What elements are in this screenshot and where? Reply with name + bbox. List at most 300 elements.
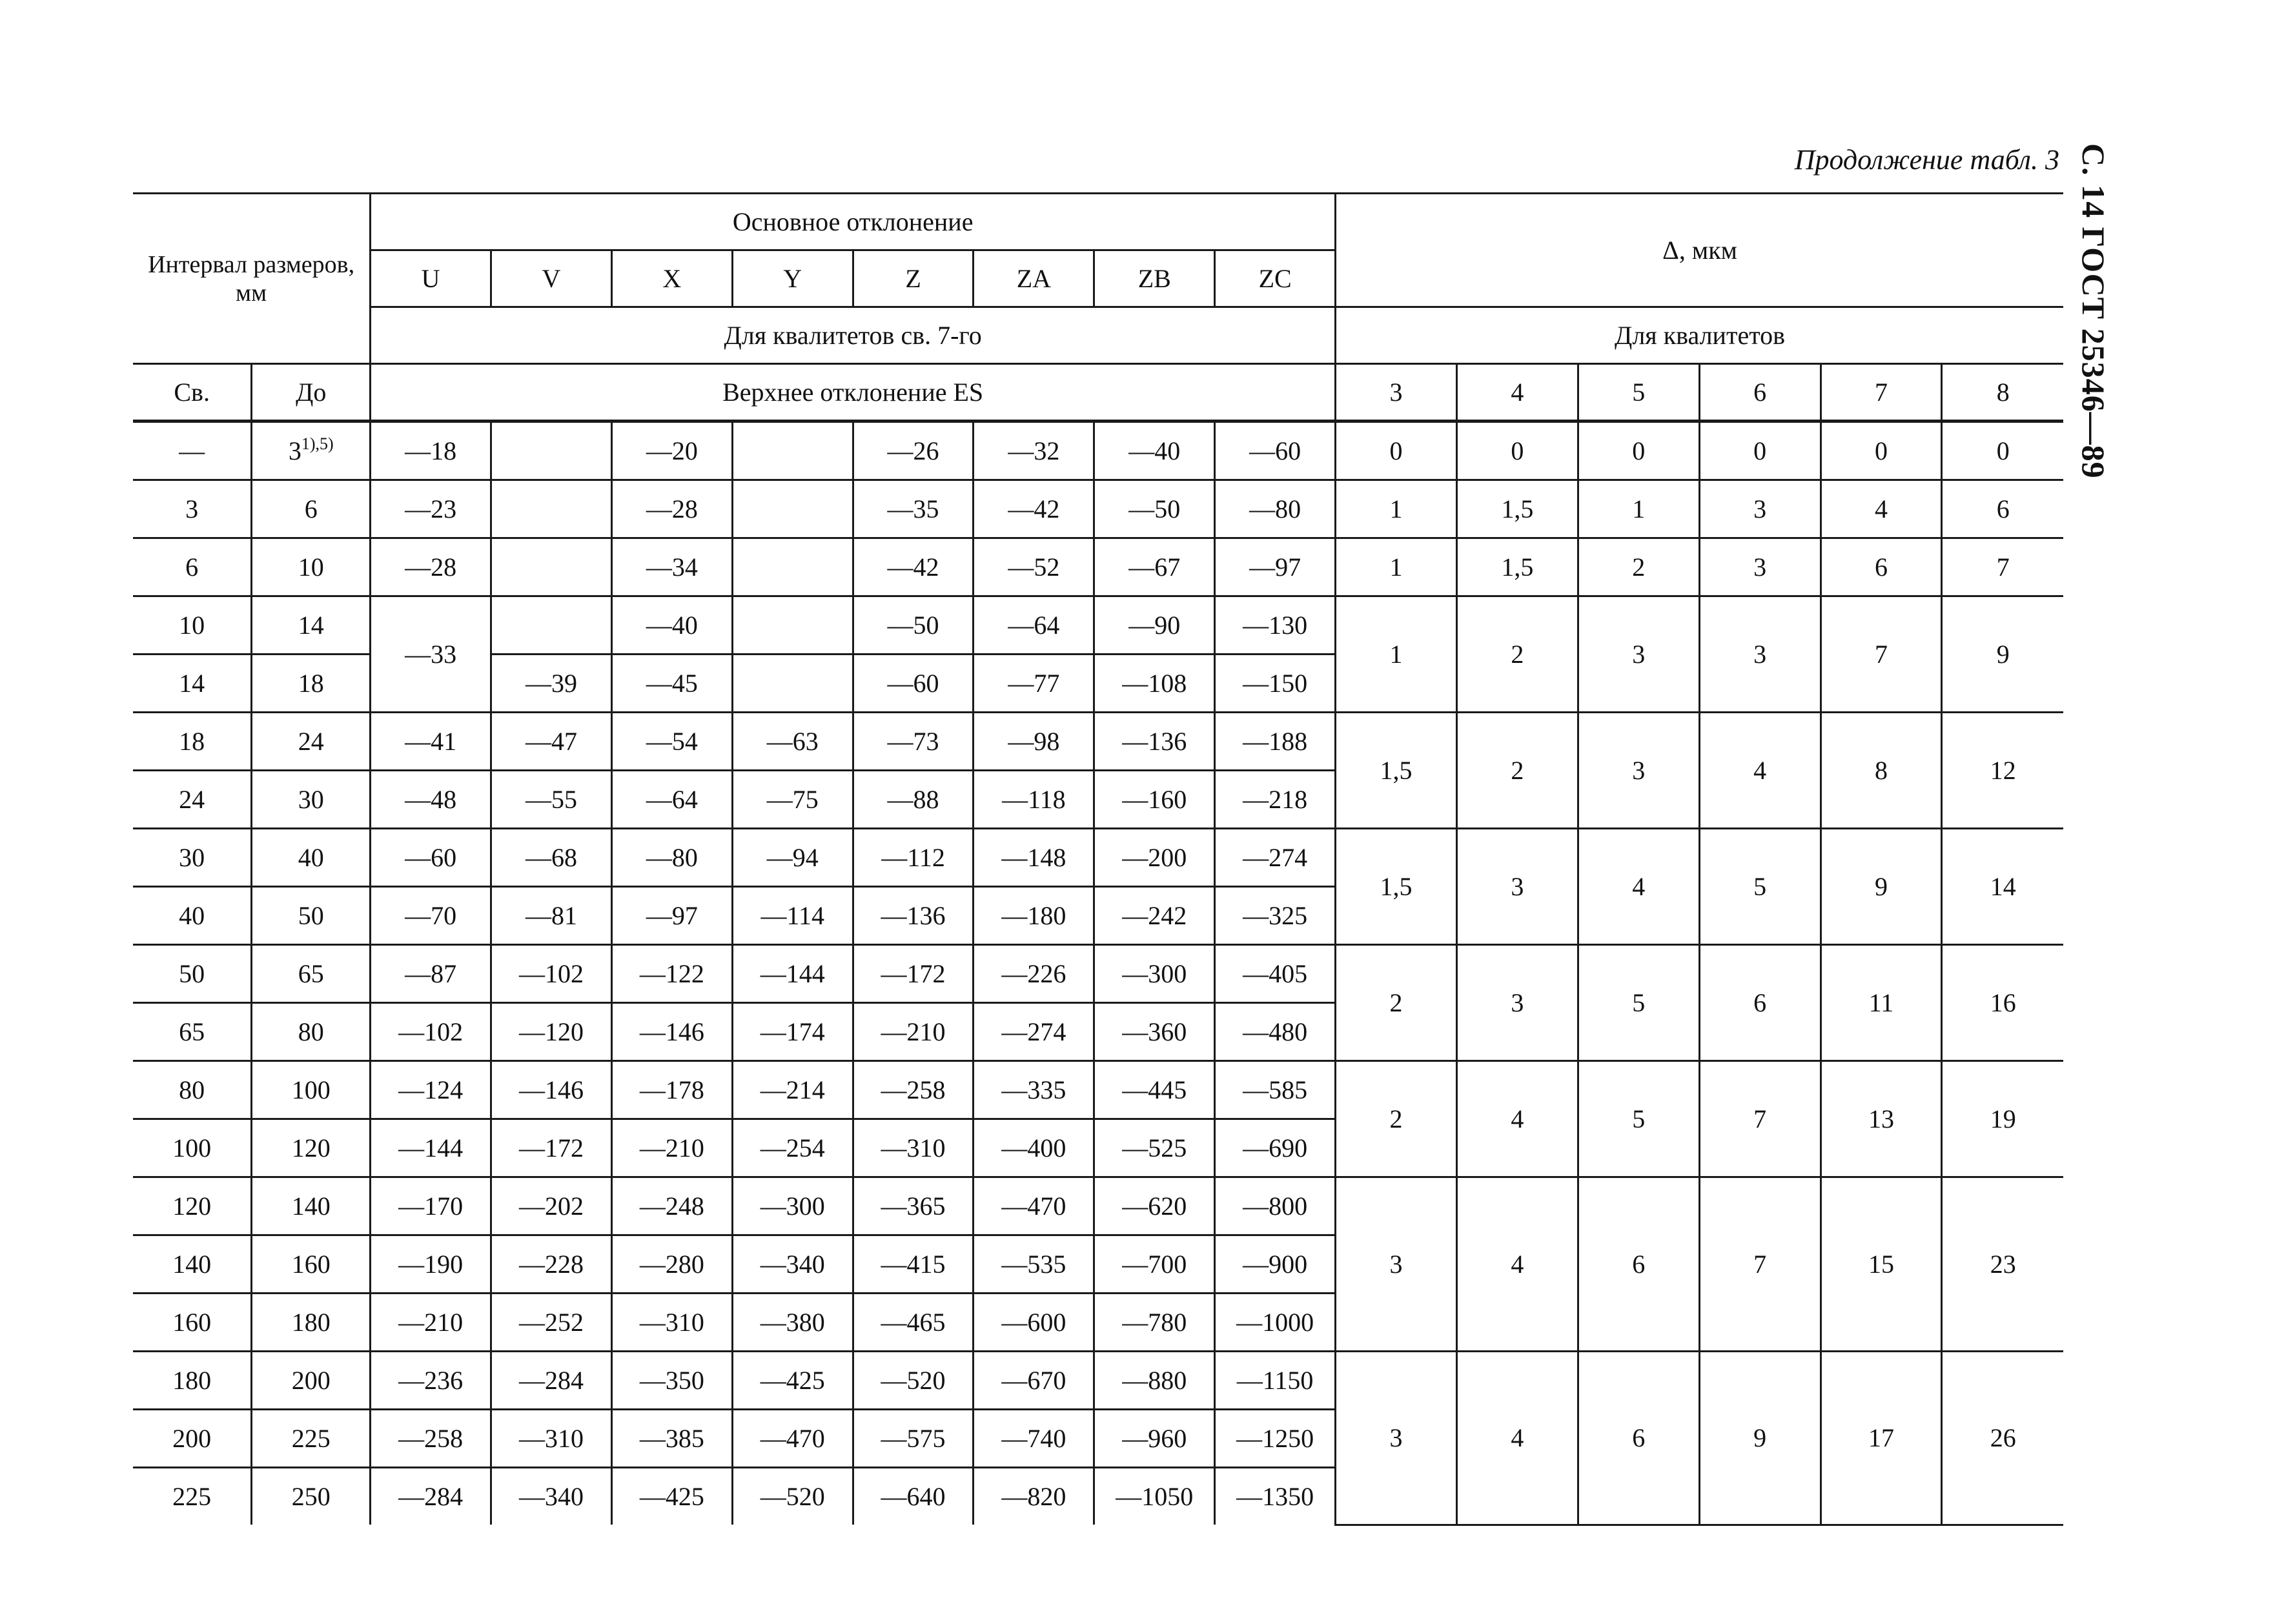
deviation-cell: —190 [371,1235,491,1294]
table-row [133,421,2063,480]
delta-cell: 2 [1456,596,1578,713]
deviation-cell: —425 [611,1468,732,1525]
deviation-cell: —60 [1215,421,1336,480]
deviation-cell: —102 [371,1003,491,1061]
delta-cell: 12 [1942,713,2063,829]
deviation-cell: —1150 [1215,1352,1336,1410]
delta-cell: 11 [1821,945,1942,1061]
deviation-cell: —172 [853,945,974,1003]
delta-cell: 26 [1942,1352,2063,1525]
deviation-cell: —40 [611,596,732,655]
deviation-cell: —150 [1215,655,1336,713]
deviation-cell: —1050 [1094,1468,1215,1525]
deviation-cell: —136 [1094,713,1215,771]
delta-cell: 0 [1821,421,1942,480]
deviation-cell: —90 [1094,596,1215,655]
deviation-cell: —188 [1215,713,1336,771]
interval-to-value: 200 [291,1365,331,1395]
deviation-cell: —68 [491,829,612,887]
deviation-cell: —690 [1215,1119,1336,1177]
table-continuation-caption: Продолжение табл. 3 [1794,144,2059,176]
interval-to-value: 100 [291,1075,331,1104]
interval-to-value: 225 [291,1423,331,1453]
deviation-cell: —242 [1094,887,1215,945]
table-row [133,713,2063,771]
interval-to-cell [252,1061,371,1119]
delta-cell: 8 [1821,713,1942,829]
deviation-cell: —130 [1215,596,1336,655]
deviation-cell: —210 [853,1003,974,1061]
deviation-cell: —700 [1094,1235,1215,1294]
deviation-cell: —122 [611,945,732,1003]
deviation-letter: Y [732,250,853,307]
deviation-cell: —274 [974,1003,1094,1061]
deviation-cell: —350 [611,1352,732,1410]
delta-cell: 0 [1942,421,2063,480]
deviation-cell: —94 [732,829,853,887]
quality-number: 4 [1456,364,1578,421]
delta-cell: 6 [1821,538,1942,596]
deviation-cell: —228 [491,1235,612,1294]
table-row [133,596,2063,655]
deviation-cell: —284 [491,1352,612,1410]
delta-cell: 19 [1942,1061,2063,1177]
deviation-cell: —310 [853,1119,974,1177]
interval-to-value: 180 [291,1307,331,1337]
deviation-cell: —252 [491,1294,612,1352]
deviation-cell: —174 [732,1003,853,1061]
delta-cell: 3 [1699,538,1821,596]
interval-from-cell: 80 [133,1061,252,1119]
deviation-cell [732,480,853,538]
deviation-cell [732,421,853,480]
delta-cell: 6 [1699,945,1821,1061]
deviation-cell: —146 [491,1061,612,1119]
deviation-cell: —63 [732,713,853,771]
interval-from-cell: 120 [133,1177,252,1235]
deviation-cell: —218 [1215,771,1336,829]
deviation-cell: —120 [491,1003,612,1061]
deviation-cell: —385 [611,1410,732,1468]
deviation-cell: —960 [1094,1410,1215,1468]
deviation-cell [732,596,853,655]
deviation-cell: —108 [1094,655,1215,713]
deviation-cell: —226 [974,945,1094,1003]
deviation-cell: —178 [611,1061,732,1119]
interval-from-cell: 225 [133,1468,252,1525]
delta-cell: 1,5 [1456,538,1578,596]
deviation-cell: —60 [853,655,974,713]
delta-cell: 16 [1942,945,2063,1061]
deviation-cell: —585 [1215,1061,1336,1119]
delta-cell: 15 [1821,1177,1942,1352]
interval-from-cell: 24 [133,771,252,829]
deviation-cell: —380 [732,1294,853,1352]
delta-cell: 9 [1821,829,1942,945]
table-row [133,945,2063,1003]
deviation-cell: —740 [974,1410,1094,1468]
delta-cell: 2 [1456,713,1578,829]
interval-to-value: 24 [298,726,324,756]
tolerance-table [133,192,2063,1526]
delta-cell: 0 [1336,421,1457,480]
deviation-cell: —32 [974,421,1094,480]
deviation-cell: —325 [1215,887,1336,945]
deviation-cell: —335 [974,1061,1094,1119]
deviation-cell: —202 [491,1177,612,1235]
table-row [133,538,2063,596]
deviation-cell: —575 [853,1410,974,1468]
deviation-cell: —98 [974,713,1094,771]
delta-cell: 3 [1336,1352,1457,1525]
deviation-cell: —60 [371,829,491,887]
delta-cell: 7 [1699,1061,1821,1177]
delta-cell: 6 [1578,1177,1699,1352]
deviation-cell: —124 [371,1061,491,1119]
interval-to-cell [252,1177,371,1235]
deviation-cell: —55 [491,771,612,829]
table-row [133,829,2063,887]
deviation-cell: —80 [611,829,732,887]
quality-number: 3 [1336,364,1457,421]
delta-cell: 6 [1578,1352,1699,1525]
delta-cell: 1,5 [1336,829,1457,945]
interval-to-value: 6 [304,494,318,523]
deviation-cell: —210 [611,1119,732,1177]
deviation-cell: —525 [1094,1119,1215,1177]
interval-to-value: 14 [298,610,324,640]
interval-to-value: 40 [298,842,324,872]
deviation-cell [732,538,853,596]
deviation-cell: —42 [853,538,974,596]
deviation-cell: —470 [732,1410,853,1468]
delta-cell: 14 [1942,829,2063,945]
delta-cell: 4 [1821,480,1942,538]
table-body [133,421,2063,1525]
quality-number: 7 [1821,364,1942,421]
deviation-cell: —48 [371,771,491,829]
deviation-cell: —310 [491,1410,612,1468]
quality-number: 8 [1942,364,2063,421]
interval-to-cell [252,480,371,538]
deviation-cell: —77 [974,655,1094,713]
for-qualities-header: Для квалитетов [1336,307,2063,364]
deviation-cell: —300 [732,1177,853,1235]
interval-to-value: 65 [298,959,324,988]
deviation-letter: ZA [974,250,1094,307]
delta-cell: 3 [1578,713,1699,829]
deviation-cell: —214 [732,1061,853,1119]
deviation-cell: —640 [853,1468,974,1525]
delta-cell: 13 [1821,1061,1942,1177]
deviation-cell: —97 [611,887,732,945]
deviation-cell: —520 [853,1352,974,1410]
interval-header: Интервал размеров, мм [133,194,371,364]
deviation-cell: —900 [1215,1235,1336,1294]
delta-cell: 3 [1699,480,1821,538]
deviation-cell: —148 [974,829,1094,887]
running-page-header-text: С. 14 ГОСТ 25346—89 [2076,143,2112,479]
interval-to-cell [252,1352,371,1410]
deviation-letter: U [371,250,491,307]
deviation-cell: —73 [853,713,974,771]
deviation-cell: —180 [974,887,1094,945]
deviation-cell: —480 [1215,1003,1336,1061]
deviation-cell: —170 [371,1177,491,1235]
interval-to-cell [252,421,371,480]
deviation-cell: —258 [371,1410,491,1468]
deviation-letter: ZC [1215,250,1336,307]
interval-to-cell [252,713,371,771]
interval-from-cell: 65 [133,1003,252,1061]
interval-from-cell: — [133,421,252,480]
deviation-cell: —144 [732,945,853,1003]
deviation-cell: —258 [853,1061,974,1119]
deviation-cell: —112 [853,829,974,887]
deviation-cell: —274 [1215,829,1336,887]
delta-cell: 5 [1578,1061,1699,1177]
deviation-cell: —97 [1215,538,1336,596]
deviation-cell: —26 [853,421,974,480]
to-header: До [252,364,371,421]
interval-to-cell [252,887,371,945]
deviation-cell: —28 [611,480,732,538]
interval-from-cell: 18 [133,713,252,771]
delta-cell: 4 [1578,829,1699,945]
delta-cell: 6 [1942,480,2063,538]
deviation-cell: —425 [732,1352,853,1410]
delta-cell: 3 [1456,945,1578,1061]
delta-cell: 1,5 [1336,713,1457,829]
deviation-letter: ZB [1094,250,1215,307]
deviation-cell: —33 [371,596,491,713]
upper-deviation-header: Верхнее отклонение ES [371,364,1336,421]
interval-to-value: 30 [298,784,324,814]
interval-from-cell: 3 [133,480,252,538]
deviation-cell: —64 [611,771,732,829]
table-row [133,1061,2063,1119]
table-row [133,1177,2063,1235]
delta-cell: 2 [1336,1061,1457,1177]
delta-cell: 0 [1699,421,1821,480]
delta-cell: 9 [1699,1352,1821,1525]
delta-cell: 17 [1821,1352,1942,1525]
deviation-cell [491,480,612,538]
deviation-cell: —340 [732,1235,853,1294]
delta-cell: 3 [1456,829,1578,945]
basic-deviation-header: Основное отклонение [371,194,1336,250]
deviation-letter: Z [853,250,974,307]
deviation-letter: V [491,250,612,307]
deviation-cell: —284 [371,1468,491,1525]
deviation-cell: —54 [611,713,732,771]
deviation-cell: —41 [371,713,491,771]
table-row [133,1352,2063,1410]
deviation-cell: —780 [1094,1294,1215,1352]
delta-cell: 7 [1942,538,2063,596]
interval-from-cell: 140 [133,1235,252,1294]
deviation-cell: —280 [611,1235,732,1294]
deviation-cell: —64 [974,596,1094,655]
deviation-cell [491,596,612,655]
deviation-cell: —88 [853,771,974,829]
interval-from-cell: 50 [133,945,252,1003]
deviation-cell: —800 [1215,1177,1336,1235]
interval-to-value: 18 [298,668,324,698]
interval-to-value: 120 [291,1133,331,1162]
deviation-cell: —114 [732,887,853,945]
interval-to-cell [252,1294,371,1352]
deviation-cell: —50 [853,596,974,655]
deviation-cell: —465 [853,1294,974,1352]
delta-cell: 7 [1699,1177,1821,1352]
deviation-cell: —136 [853,887,974,945]
interval-from-cell: 200 [133,1410,252,1468]
interval-to-value: 160 [291,1249,331,1279]
interval-to-cell [252,1468,371,1525]
interval-from-cell: 14 [133,655,252,713]
quality-number: 6 [1699,364,1821,421]
delta-cell: 4 [1456,1061,1578,1177]
delta-cell: 1 [1578,480,1699,538]
deviation-cell: —102 [491,945,612,1003]
deviation-cell: —200 [1094,829,1215,887]
interval-to-value: 80 [298,1017,324,1046]
deviation-cell: —47 [491,713,612,771]
deviation-cell: —365 [853,1177,974,1235]
deviation-cell: —405 [1215,945,1336,1003]
deviation-cell: —820 [974,1468,1094,1525]
delta-cell: 2 [1578,538,1699,596]
deviation-cell: —23 [371,480,491,538]
delta-cell: 9 [1942,596,2063,713]
interval-to-value: 140 [291,1191,331,1221]
deviation-cell: —600 [974,1294,1094,1352]
delta-cell: 4 [1456,1177,1578,1352]
deviation-cell: —340 [491,1468,612,1525]
footnote-ref: 1),5) [301,434,334,453]
delta-cell: 1,5 [1456,480,1578,538]
deviation-cell: —34 [611,538,732,596]
delta-cell: 3 [1336,1177,1457,1352]
interval-from-cell: 30 [133,829,252,887]
interval-to-value: 50 [298,900,324,930]
deviation-cell: —20 [611,421,732,480]
interval-to-cell [252,829,371,887]
interval-to-cell [252,1119,371,1177]
deviation-cell: —880 [1094,1352,1215,1410]
running-page-header [2063,143,2134,479]
deviation-cell: —160 [1094,771,1215,829]
delta-cell: 1 [1336,538,1457,596]
deviation-cell: —620 [1094,1177,1215,1235]
delta-cell: 0 [1578,421,1699,480]
deviation-cell: —670 [974,1352,1094,1410]
interval-to-cell [252,1235,371,1294]
deviation-cell: —52 [974,538,1094,596]
deviation-cell: —40 [1094,421,1215,480]
deviation-cell [491,421,612,480]
delta-cell: 1 [1336,480,1457,538]
delta-cell: 4 [1699,713,1821,829]
deviation-cell: —81 [491,887,612,945]
deviation-cell: —67 [1094,538,1215,596]
delta-cell: 5 [1699,829,1821,945]
deviation-cell: —210 [371,1294,491,1352]
interval-to-value: 250 [291,1481,331,1511]
interval-to-cell [252,538,371,596]
deviation-cell: —172 [491,1119,612,1177]
table-row [133,480,2063,538]
deviation-cell [732,655,853,713]
deviation-cell: —144 [371,1119,491,1177]
deviation-cell: —445 [1094,1061,1215,1119]
deviation-cell: —1350 [1215,1468,1336,1525]
deviation-cell: —300 [1094,945,1215,1003]
deviation-cell: —50 [1094,480,1215,538]
interval-to-value: 10 [298,552,324,582]
deviation-cell: —400 [974,1119,1094,1177]
interval-to-cell [252,596,371,655]
delta-cell: 5 [1578,945,1699,1061]
deviation-cell: —18 [371,421,491,480]
interval-to-cell [252,771,371,829]
deviation-cell: —70 [371,887,491,945]
interval-from-cell: 40 [133,887,252,945]
deviation-cell: —415 [853,1235,974,1294]
interval-from-cell: 160 [133,1294,252,1352]
deviation-cell: —236 [371,1352,491,1410]
deviation-cell: —35 [853,480,974,538]
delta-cell: 3 [1578,596,1699,713]
deviation-cell: —75 [732,771,853,829]
delta-cell: 4 [1456,1352,1578,1525]
deviation-cell: —470 [974,1177,1094,1235]
deviation-cell [491,538,612,596]
interval-to-cell [252,1410,371,1468]
deviation-cell: —80 [1215,480,1336,538]
delta-cell: 2 [1336,945,1457,1061]
deviation-cell: —45 [611,655,732,713]
interval-from-cell: 10 [133,596,252,655]
quality-number: 5 [1578,364,1699,421]
deviation-cell: —248 [611,1177,732,1235]
from-header: Св. [133,364,252,421]
interval-to-cell [252,655,371,713]
delta-cell: 1 [1336,596,1457,713]
delta-cell: 23 [1942,1177,2063,1352]
deviation-cell: —39 [491,655,612,713]
deviation-cell: —360 [1094,1003,1215,1061]
deviation-cell: —118 [974,771,1094,829]
deviation-cell: —28 [371,538,491,596]
deviation-cell: —42 [974,480,1094,538]
deviation-cell: —254 [732,1119,853,1177]
deviation-cell: —520 [732,1468,853,1525]
delta-cell: 0 [1456,421,1578,480]
deviation-cell: —146 [611,1003,732,1061]
interval-from-cell: 6 [133,538,252,596]
deviation-cell: —535 [974,1235,1094,1294]
deviation-cell: —1250 [1215,1410,1336,1468]
delta-header: Δ, мкм [1336,194,2063,307]
deviation-letter: X [611,250,732,307]
interval-to-cell [252,945,371,1003]
deviation-cell: —1000 [1215,1294,1336,1352]
interval-from-cell: 180 [133,1352,252,1410]
quality-over-7-header: Для квалитетов св. 7-го [371,307,1336,364]
deviation-cell: —310 [611,1294,732,1352]
